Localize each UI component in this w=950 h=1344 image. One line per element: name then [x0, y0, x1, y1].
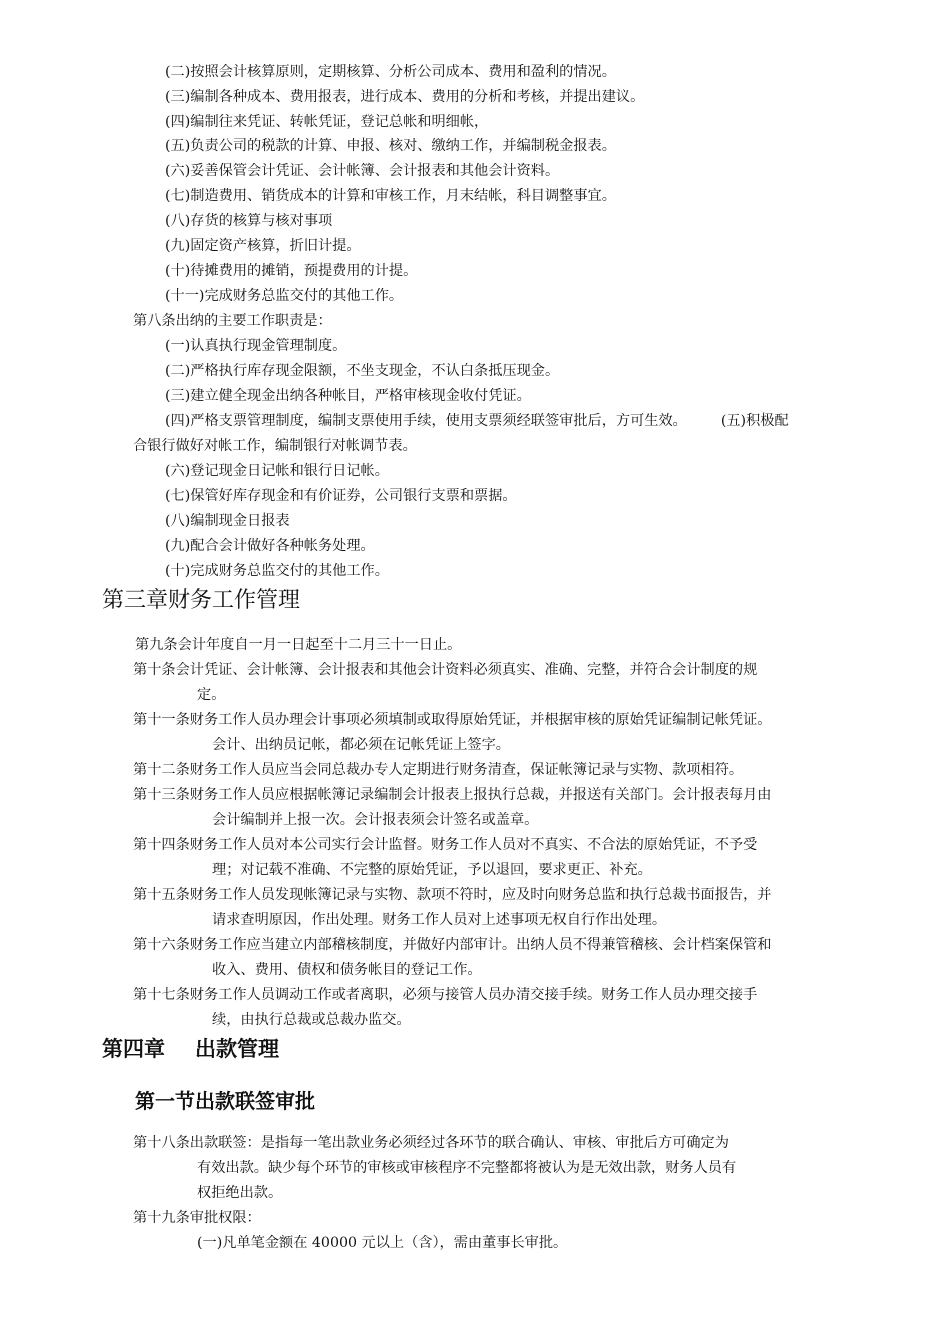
cashier-item-8: (八)编制现金日报表 — [165, 513, 290, 529]
article-18-line2: 有效出款。缺少每个环节的审核或审核程序不完整都将被认为是无效出款，财务人员有 — [197, 1160, 737, 1176]
article-14-line2: 理；对记载不准确、不完整的原始凭证，予以退回，要求更正、补充。 — [212, 862, 652, 878]
chapter-4-number: 第四章 — [102, 1037, 165, 1061]
duty-item-4: (四)编制往来凭证、转帐凭证，登记总帐和明细帐， — [165, 114, 489, 130]
cashier-item-7: (七)保管好库存现金和有价证券，公司银行支票和票据。 — [165, 488, 517, 504]
duty-item-5: (五)负责公司的税款的计算、申报、核对、缴纳工作，并编制税金报表。 — [165, 138, 616, 154]
article-17-line2: 续，由执行总裁或总裁办监交。 — [212, 1012, 411, 1028]
article-11-line1: 第十一条财务工作人员办理会计事项必须填制或取得原始凭证，并根据审核的原始凭证编制记帐凭证。 — [133, 712, 772, 728]
cashier-item-5-cont: 合银行做好对帐工作，编制银行对帐调节表。 — [133, 438, 417, 454]
article-18-line3: 权拒绝出款。 — [197, 1185, 283, 1201]
article-10-line2: 定。 — [197, 687, 226, 703]
cashier-item-3: (三)建立健全现金出纳各种帐目，严格审核现金收付凭证。 — [165, 388, 531, 404]
article-15-line2: 请求查明原因，作出处理。财务工作人员对上述事项无权自行作出处理。 — [212, 912, 667, 928]
duty-item-6: (六)妥善保管会计凭证、会计帐簿、会计报表和其他会计资料。 — [165, 163, 560, 179]
chapter-3-title: 第三章财务工作管理 — [102, 588, 301, 613]
duty-item-9: (九)固定资产核算，折旧计提。 — [165, 238, 361, 254]
section-1-title: 第一节出款联签审批 — [135, 1089, 315, 1113]
chapter-4-name: 出款管理 — [195, 1037, 279, 1061]
duty-item-8: (八)存货的核算与核对事项 — [165, 213, 333, 229]
article-18-line1: 第十八条出款联签：是指每一笔出款业务必须经过各环节的联合确认、审核、审批后方可确定为 — [133, 1135, 729, 1151]
cashier-item-4-line — [165, 411, 789, 431]
article-15-line1: 第十五条财务工作人员发现帐簿记录与实物、款项不符时，应及时向财务总监和执行总裁书面报告，并 — [133, 887, 772, 903]
article-12: 第十二条财务工作人员应当会同总裁办专人定期进行财务清查，保证帐簿记录与实物、款项相符。 — [133, 762, 744, 778]
article-8-title: 第八条出纳的主要工作职责是： — [133, 313, 332, 329]
duty-item-3: (三)编制各种成本、费用报表，进行成本、费用的分析和考核，并提出建议。 — [165, 89, 645, 105]
article-13-line1: 第十三条财务工作人员应根据帐簿记录编制会计报表上报执行总裁，并报送有关部门。会计报表每月由 — [133, 787, 772, 803]
article-10-line1: 第十条会计凭证、会计帐簿、会计报表和其他会计资料必须真实、准确、完整，并符合会计制度的规 — [133, 662, 758, 678]
article-14-line1: 第十四条财务工作人员对本公司实行会计监督。财务工作人员对不真实、不合法的原始凭证，不予受 — [133, 837, 758, 853]
cashier-item-5-start: (五)积极配 — [720, 413, 789, 429]
cashier-item-9: (九)配合会计做好各种帐务处理。 — [165, 538, 375, 554]
article-16-line2: 收入、费用、债权和债务帐目的登记工作。 — [212, 962, 482, 978]
article-13-line2: 会计编制并上报一次。会计报表须会计签名或盖章。 — [212, 812, 539, 828]
article-19: 第十九条审批权限： — [133, 1210, 261, 1226]
duty-item-10: (十)待摊费用的摊销，预提费用的计提。 — [165, 263, 418, 279]
chapter-4-title — [102, 1035, 279, 1063]
article-9: 第九条会计年度自一月一日起至十二月三十一日止。 — [135, 637, 462, 653]
cashier-item-4: (四)严格支票管理制度，编制支票使用手续，使用支票须经联签审批后，方可生效。 — [165, 413, 687, 429]
duty-item-2: (二)按照会计核算原则，定期核算、分析公司成本、费用和盈利的情况。 — [165, 64, 616, 80]
cashier-item-1: (一)认真执行现金管理制度。 — [165, 338, 347, 354]
cashier-item-6: (六)登记现金日记帐和银行日记帐。 — [165, 463, 389, 479]
duty-item-11: (十一)完成财务总监交付的其他工作。 — [165, 288, 404, 304]
article-11-line2: 会计、出纳员记帐，都必须在记帐凭证上签字。 — [212, 737, 510, 753]
cashier-item-10: (十)完成财务总监交付的其他工作。 — [165, 563, 389, 579]
article-19-item-1: (一)凡单笔金额在 40000 元以上（含），需由董事长审批。 — [197, 1235, 568, 1251]
cashier-item-2: (二)严格执行库存现金限额，不坐支现金，不认白条抵压现金。 — [165, 363, 560, 379]
article-17-line1: 第十七条财务工作人员调动工作或者离职，必须与接管人员办清交接手续。财务工作人员办理交接手 — [133, 987, 758, 1003]
duty-item-7: (七)制造费用、销货成本的计算和审核工作，月末结帐，科目调整事宜。 — [165, 188, 616, 204]
article-16-line1: 第十六条财务工作应当建立内部稽核制度，并做好内部审计。出纳人员不得兼管稽核、会计档案保管和 — [133, 937, 772, 953]
